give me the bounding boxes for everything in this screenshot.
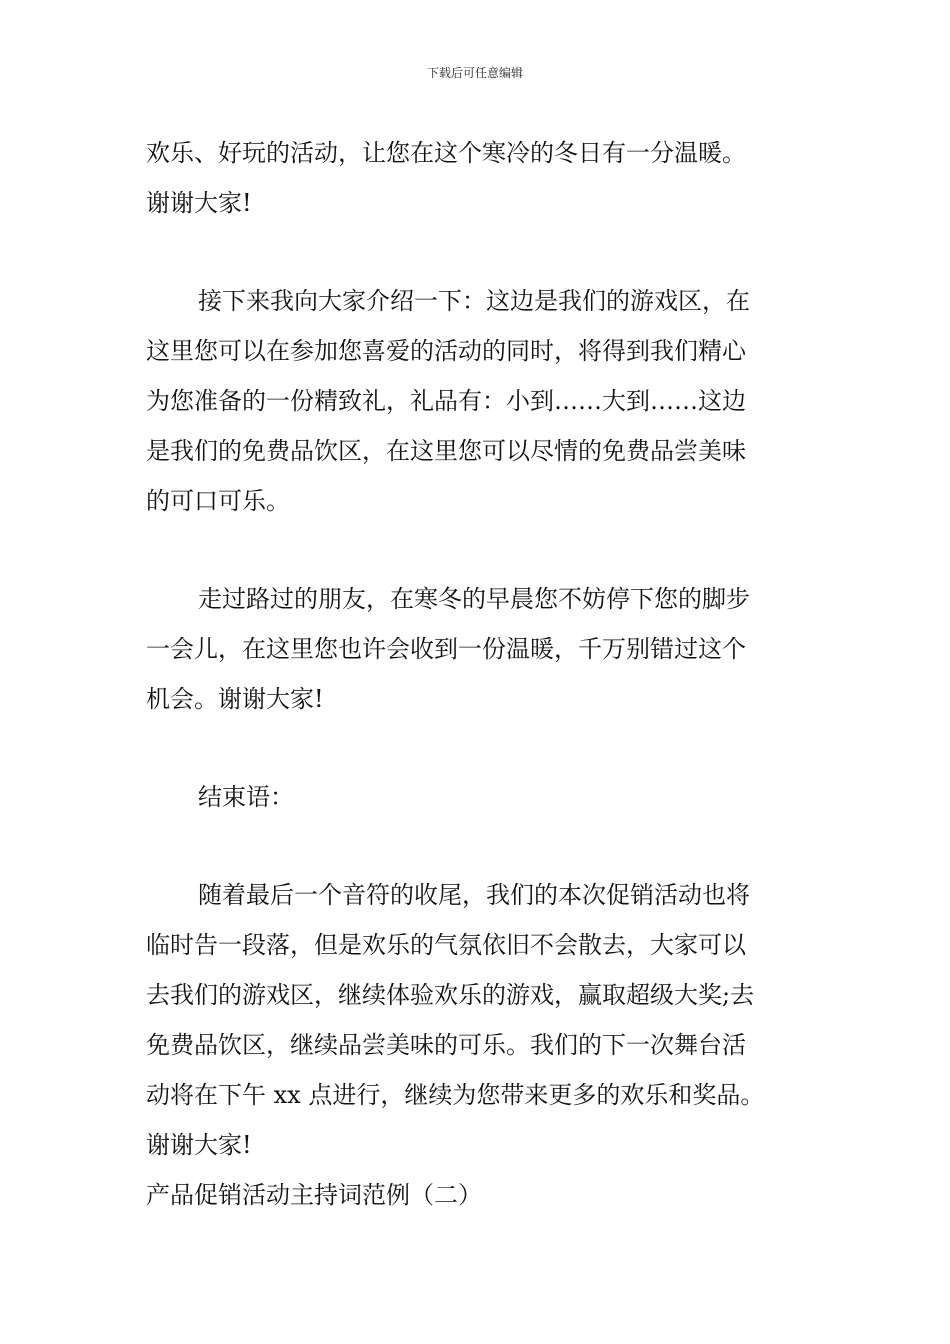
text-line: 这里您可以在参加您喜爱的活动的同时，将得到我们精心 (146, 337, 746, 365)
paragraph-passersby (146, 574, 806, 724)
text-line: 欢乐、好玩的活动，让您在这个寒冷的冬日有一分温暖。 (146, 139, 746, 167)
document-body (146, 128, 806, 1220)
text-line: 临时告一段落，但是欢乐的气氛依旧不会散去，大家可以 (146, 931, 746, 959)
paragraph-spacer (146, 526, 806, 574)
text-line: 为您准备的一份精致礼，礼品有：小到……大到……这边 (146, 387, 746, 415)
text-line: 的可口可乐。 (146, 487, 290, 515)
text-line: 谢谢大家! (146, 1131, 252, 1159)
section-heading (146, 1170, 806, 1220)
page-header-note: 下载后可任意编辑 (426, 66, 523, 80)
paragraph-introduction-areas (146, 276, 806, 526)
text-line: 动将在下午 xx 点进行，继续为您带来更多的欢乐和奖品。 (146, 1081, 765, 1109)
text-line: 一会儿，在这里您也许会收到一份温暖，千万别错过这个 (146, 635, 746, 663)
paragraph-spacer (146, 822, 806, 870)
text-line: 去我们的游戏区，继续体验欢乐的游戏，赢取超级大奖;去 (146, 981, 755, 1009)
section-label: 结束语： (198, 783, 294, 811)
text-line: 是我们的免费品饮区，在这里您可以尽情的免费品尝美味 (146, 437, 746, 465)
text-line: 谢谢大家! (146, 189, 252, 217)
text-line: 免费品饮区，继续品尝美味的可乐。我们的下一次舞台活 (146, 1031, 746, 1059)
document-heading: 产品促销活动主持词范例（二） (146, 1181, 482, 1209)
paragraph-spacer (146, 724, 806, 772)
text-line: 机会。谢谢大家! (146, 685, 324, 713)
text-line: 走过路过的朋友，在寒冬的早晨您不妨停下您的脚步 (198, 585, 750, 613)
paragraph-closing-of-previous (146, 128, 806, 228)
paragraph-closing-remarks (146, 870, 806, 1170)
text-line: 随着最后一个音符的收尾，我们的本次促销活动也将 (198, 881, 750, 909)
text-line: 接下来我向大家介绍一下：这边是我们的游戏区，在 (198, 287, 750, 315)
paragraph-closing-label (146, 772, 806, 822)
paragraph-spacer (146, 228, 806, 276)
